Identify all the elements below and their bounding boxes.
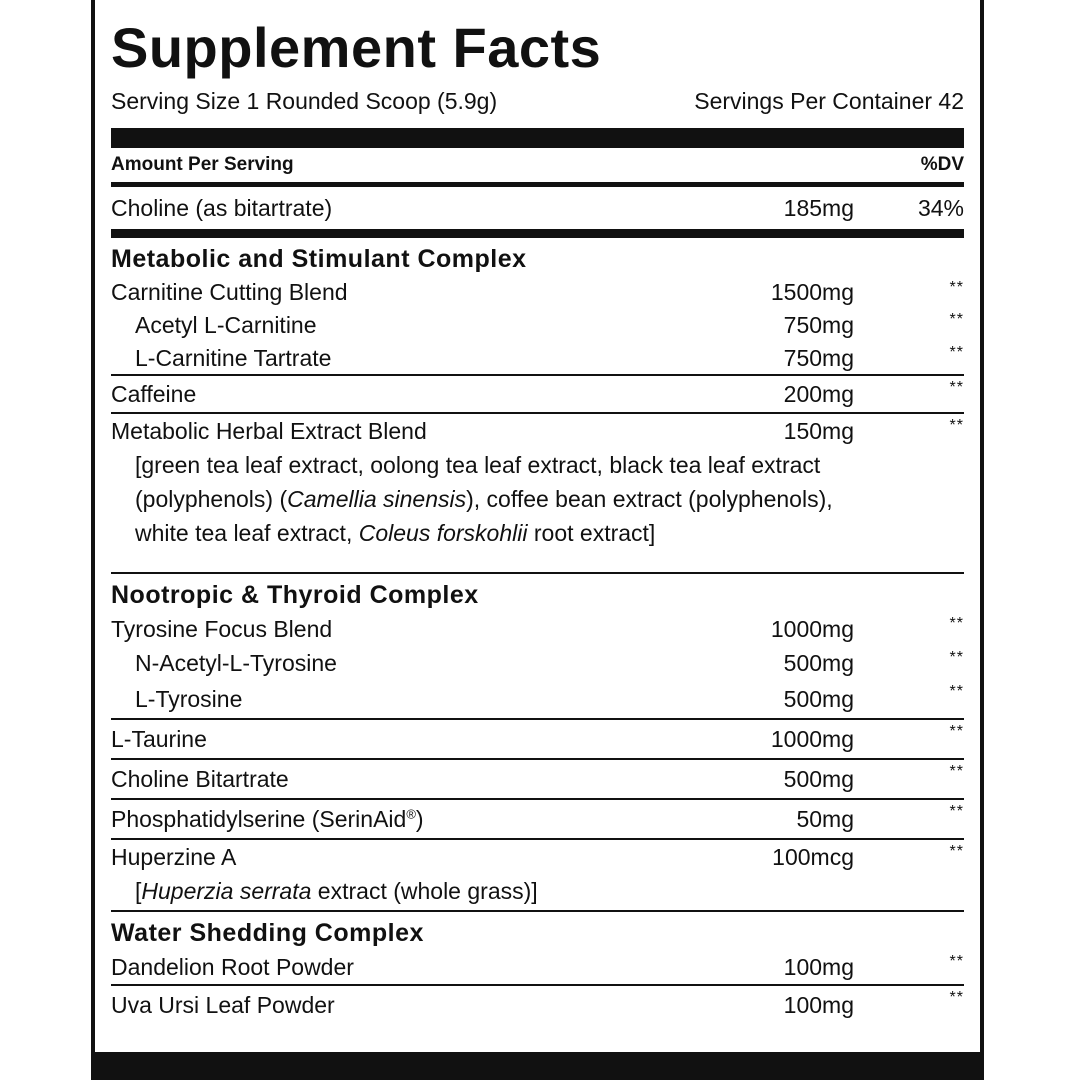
ingredient-row-n-acetyl-tyrosine — [111, 646, 964, 680]
ingredient-name: Caffeine — [111, 381, 197, 407]
description-latin-name: Huperzia serrata — [141, 878, 312, 904]
dv-not-established: ** — [949, 379, 964, 396]
ingredient-name-text: Phosphatidylserine (SerinAid — [111, 806, 407, 832]
ingredient-name: Carnitine Cutting Blend — [111, 279, 348, 305]
dv-not-established: ** — [949, 683, 964, 700]
ingredient-row-choline-bitartrate — [111, 760, 964, 798]
ingredient-amount: 185mg — [783, 195, 854, 221]
dv-not-established: ** — [949, 649, 964, 666]
description-latin-name: Coleus forskohlii — [358, 520, 528, 546]
dv-not-established: ** — [949, 417, 964, 434]
dv-not-established: ** — [949, 344, 964, 361]
supplement-facts-label — [91, 0, 984, 1080]
ingredient-name: L-Taurine — [111, 726, 207, 752]
ingredient-name: Huperzine A — [111, 844, 237, 870]
section-title-text: Water Shedding Complex — [111, 919, 424, 947]
ingredient-row-uva-ursi — [111, 986, 964, 1024]
ingredient-row-l-tyrosine — [111, 680, 964, 718]
label-title: Supplement Facts — [111, 16, 602, 79]
description-text: ), coffee bean extract (polyphenols), white tea leaf extract, — [135, 486, 833, 546]
ingredient-name: Choline Bitartrate — [111, 766, 289, 792]
ingredient-amount: 200mg — [783, 381, 854, 407]
divider-thin — [111, 572, 964, 574]
dv-not-established: ** — [949, 803, 964, 820]
serving-size: Serving Size 1 Rounded Scoop (5.9g) — [111, 88, 498, 114]
dv-not-established: ** — [949, 311, 964, 328]
ingredient-name: N-Acetyl-L-Tyrosine — [135, 650, 337, 676]
ingredient-amount: 1500mg — [770, 279, 854, 305]
dv-not-established: ** — [949, 843, 964, 860]
description-latin-name: Camellia sinensis — [287, 486, 467, 512]
ingredient-row-tyrosine-blend — [111, 612, 964, 646]
ingredient-amount: 500mg — [783, 650, 854, 676]
ingredient-amount: 500mg — [783, 766, 854, 792]
ingredient-dv: 34% — [917, 195, 964, 221]
dv-header: %DV — [920, 154, 964, 175]
ingredient-name: Dandelion Root Powder — [111, 954, 354, 980]
section-title-water — [111, 916, 964, 950]
description-text: [ — [135, 878, 142, 904]
ingredient-amount: 100mg — [783, 992, 854, 1018]
dv-not-established: ** — [949, 615, 964, 632]
ingredient-name: Acetyl L-Carnitine — [135, 311, 317, 338]
ingredient-row-caffeine — [111, 376, 964, 412]
ingredient-amount: 1000mg — [770, 616, 854, 642]
ingredient-amount: 50mg — [796, 806, 854, 832]
ingredient-name: Metabolic Herbal Extract Blend — [111, 418, 427, 444]
ingredient-row-dandelion — [111, 950, 964, 984]
dv-not-established: ** — [949, 723, 964, 740]
ingredient-row-phosphatidylserine — [111, 800, 964, 838]
ingredient-row-acetyl-carnitine — [111, 308, 964, 341]
ingredient-row-huperzine — [111, 840, 964, 874]
ingredient-row-herbal-blend — [111, 414, 964, 448]
serving-line — [111, 86, 964, 118]
ingredient-row-carnitine-tartrate — [111, 341, 964, 374]
section-title-metabolic — [111, 242, 964, 276]
description-text: extract (whole grass)] — [311, 878, 538, 904]
description-text: root extract] — [527, 520, 656, 546]
huperzine-description — [111, 874, 964, 910]
ingredient-row-choline — [111, 187, 964, 229]
dv-not-established: ** — [949, 989, 964, 1006]
ingredient-amount: 500mg — [783, 686, 854, 712]
amount-header-row — [111, 148, 964, 182]
dv-not-established: ** — [949, 763, 964, 780]
ingredient-name — [111, 805, 704, 833]
dv-not-established: ** — [949, 279, 964, 296]
ingredient-amount: 100mcg — [772, 844, 854, 870]
ingredient-amount: 100mg — [783, 954, 854, 980]
section-title-text: Metabolic and Stimulant Complex — [111, 245, 527, 273]
ingredient-name-text: ) — [415, 806, 424, 832]
servings-per-container: Servings Per Container 42 — [694, 88, 964, 114]
ingredient-name: Tyrosine Focus Blend — [111, 616, 333, 642]
divider-thin — [111, 910, 964, 912]
ingredient-name: Choline (as bitartrate) — [111, 195, 333, 221]
divider-bottom — [95, 1052, 980, 1080]
divider-thick — [111, 128, 964, 148]
ingredient-row-taurine — [111, 720, 964, 758]
ingredient-amount: 750mg — [783, 344, 854, 371]
ingredient-amount: 750mg — [783, 311, 854, 338]
ingredient-name: L-Carnitine Tartrate — [135, 344, 332, 371]
herbal-blend-description — [111, 448, 964, 572]
ingredient-amount: 1000mg — [770, 726, 854, 752]
divider-medium — [111, 229, 964, 238]
description-text: [green tea leaf extract, oolong tea leaf extract, black tea leaf extract (polyphenols) ( — [135, 452, 821, 512]
section-title-nootropic — [111, 578, 964, 612]
ingredient-row-carnitine-blend — [111, 276, 964, 308]
amount-per-serving-header: Amount Per Serving — [111, 154, 294, 175]
registered-mark: ® — [406, 806, 416, 822]
dv-not-established: ** — [949, 953, 964, 970]
section-title-text: Nootropic & Thyroid Complex — [111, 581, 479, 609]
ingredient-name: L-Tyrosine — [135, 686, 243, 712]
ingredient-name: Uva Ursi Leaf Powder — [111, 992, 335, 1018]
ingredient-amount: 150mg — [783, 418, 854, 444]
